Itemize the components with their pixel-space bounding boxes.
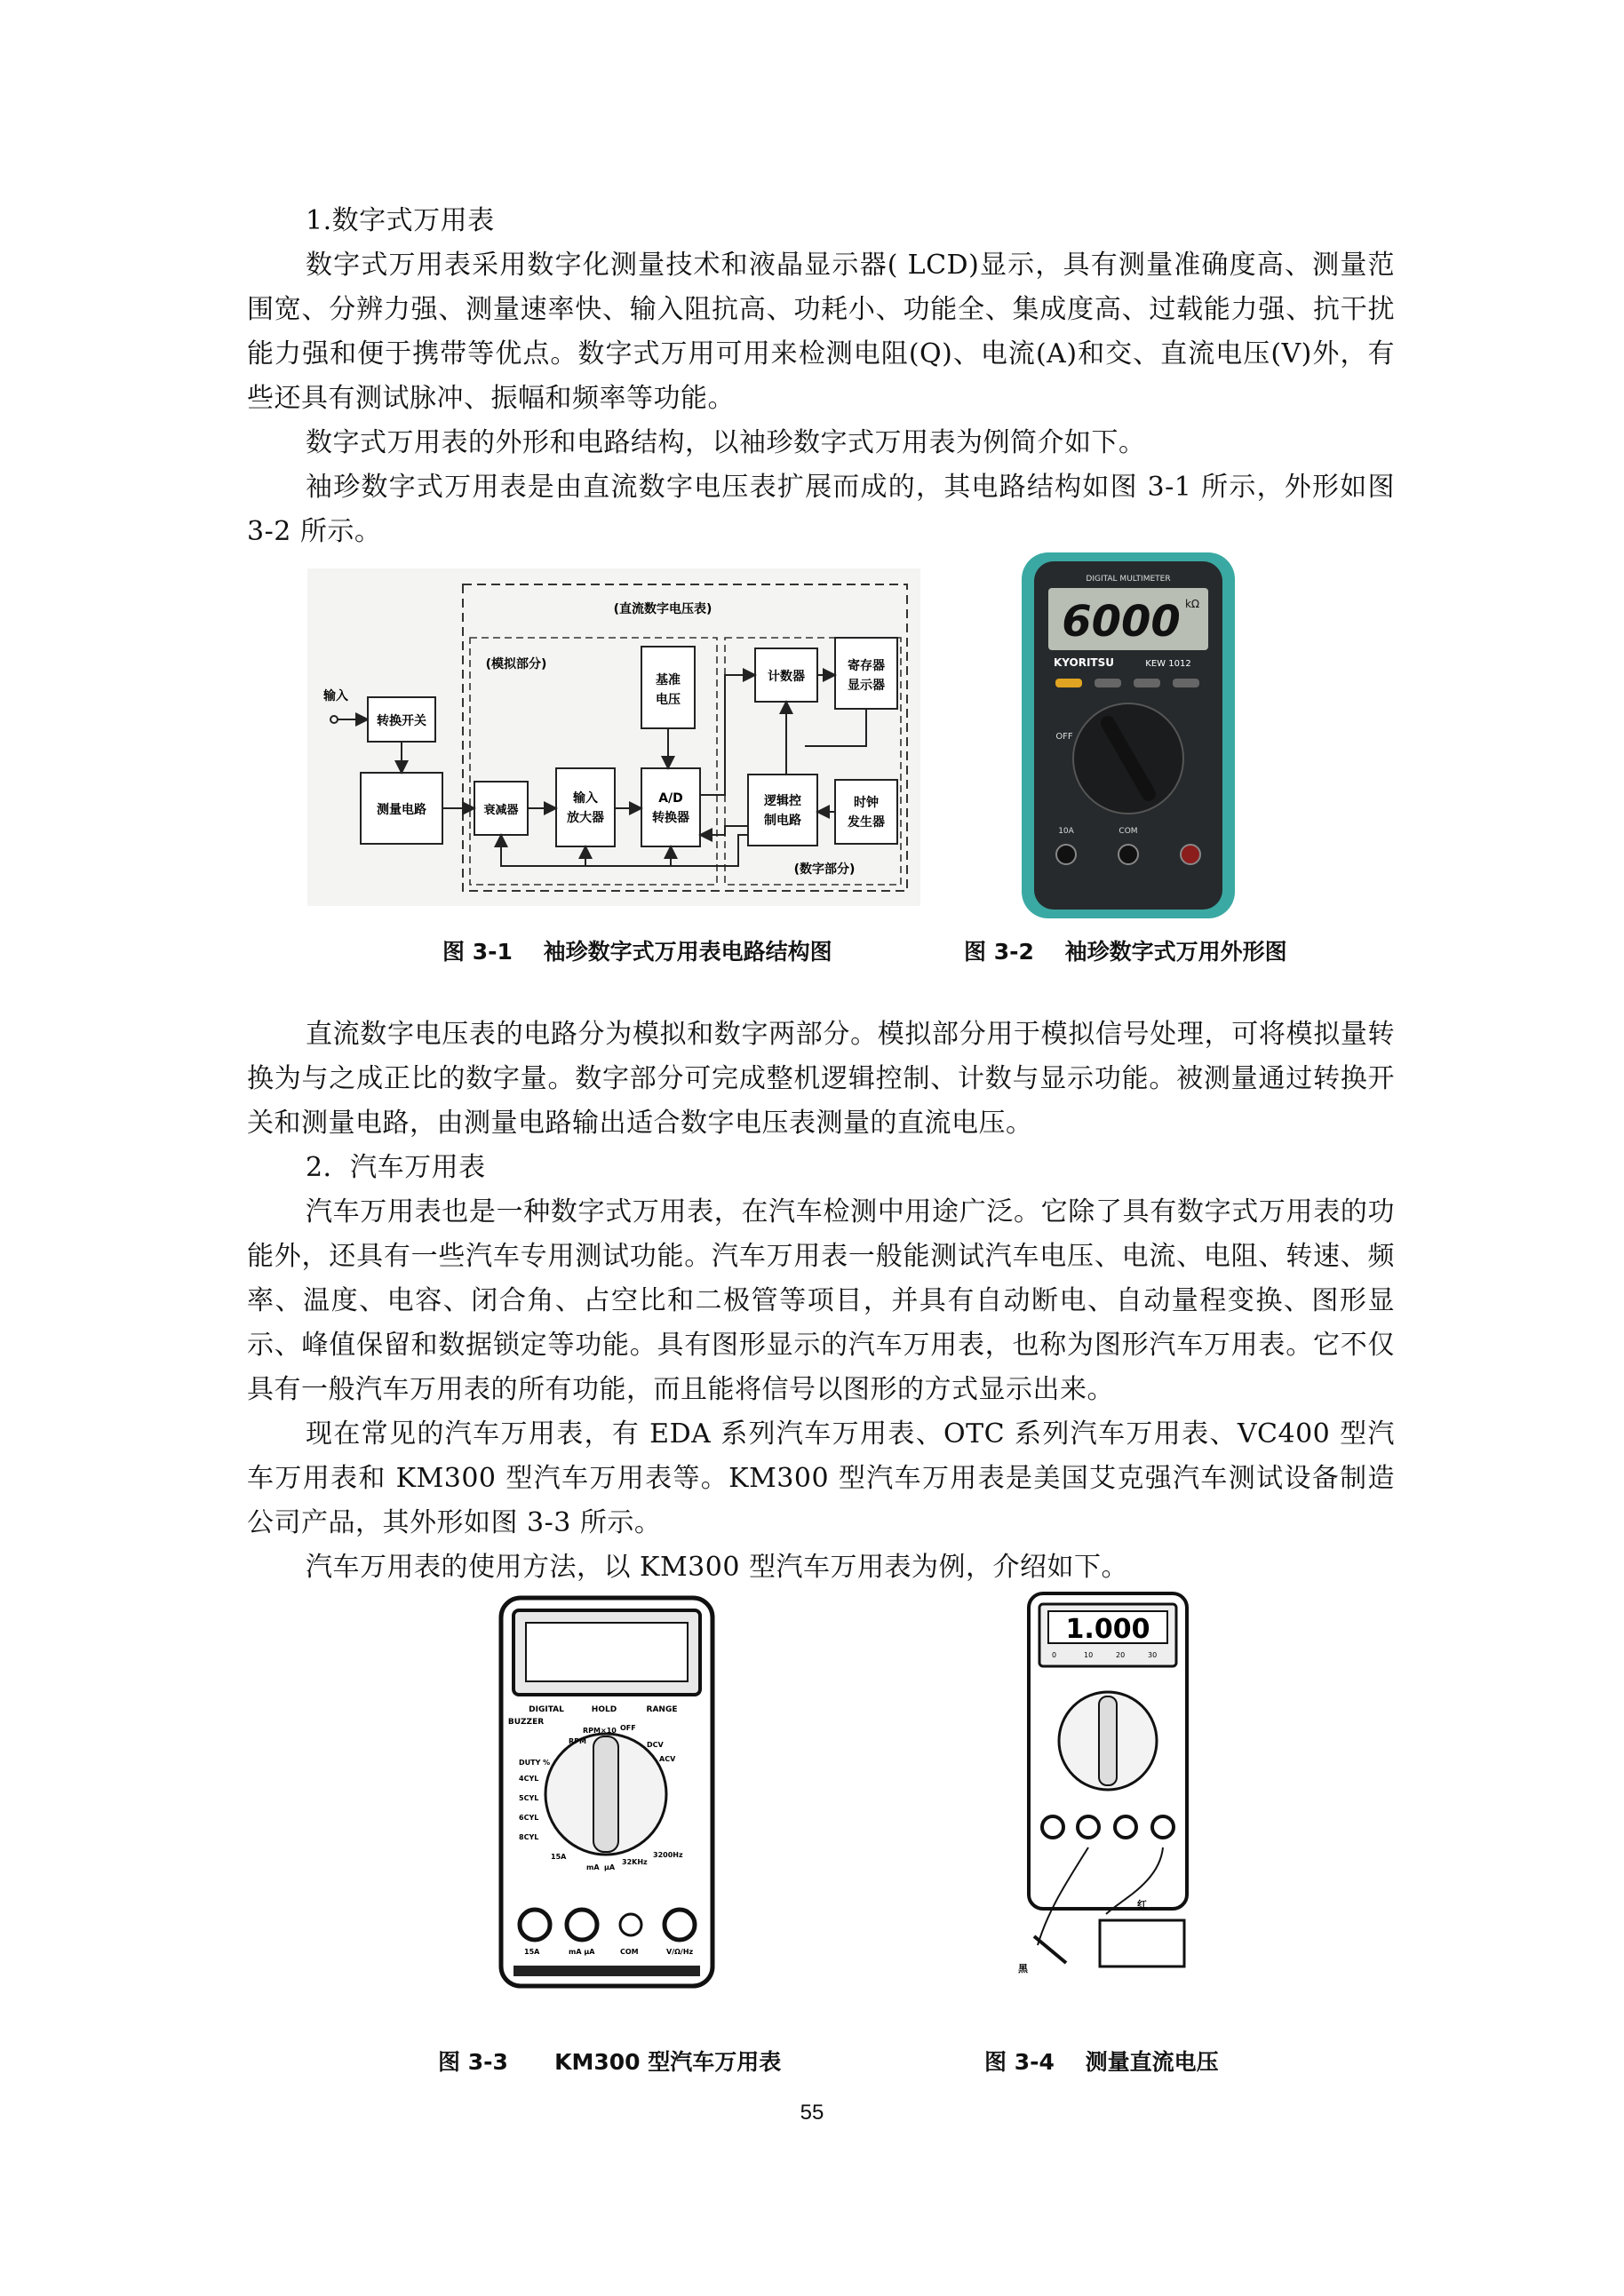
digital-part-label: (数字部分) — [793, 862, 856, 877]
km300-knob — [593, 1736, 618, 1852]
measure-label: 测量电路 — [377, 803, 426, 817]
km300-bottom-strip — [513, 1966, 700, 1976]
svg-text:mA μA: mA μA — [569, 1948, 595, 1956]
logic-label-2: 制电路 — [764, 814, 801, 828]
lcd-reading: 6000 — [1062, 597, 1181, 647]
paragraph-6: 现在常见的汽车万用表，有 EDA 系列汽车万用表、OTC 系列汽车万用表、VC400 型汽车万用表和 KM300 型汽车万用表等。KM300 型汽车万用表是美国艾克强汽车测试设备制造公司产品，其外形如图 3-3 所示。 — [247, 1418, 1395, 1538]
reference-box — [641, 647, 695, 728]
svg-text:15A: 15A — [551, 1853, 567, 1861]
page-number: 55 — [800, 2101, 824, 2125]
counter-label: 计数器 — [768, 670, 805, 684]
svg-text:15A: 15A — [524, 1948, 540, 1956]
svg-text:RPM×10: RPM×10 — [583, 1727, 617, 1735]
jack-v[interactable] — [1181, 845, 1200, 864]
analog-part-label: (模拟部分) — [485, 657, 547, 671]
svg-text:μA: μA — [604, 1863, 616, 1871]
reference-label-1: 基准 — [656, 673, 681, 687]
register-label-2: 显示器 — [848, 679, 885, 693]
paragraph-4: 直流数字电压表的电路分为模拟和数字两部分。模拟部分用于模拟信号处理，可将模拟量转换为与之成正比的数字量。数字部分可完成整机逻辑控制、计数与显示功能。被测量通过转换开关和测量电路，由测量电路输出适合数字电压表测量的直流电压。 — [247, 1019, 1395, 1139]
logic-box — [748, 775, 817, 846]
lcd-unit: kΩ — [1184, 598, 1200, 610]
jack-2[interactable] — [1078, 1816, 1099, 1838]
meter-knob — [1099, 1696, 1117, 1785]
svg-text:4CYL: 4CYL — [519, 1775, 539, 1783]
km300-mode-1: DIGITAL — [529, 1705, 564, 1714]
caption-fig-3-4: 图 3-4 测量直流电压 — [984, 2049, 1219, 2075]
svg-text:DUTY %: DUTY % — [519, 1759, 551, 1767]
km300-buzzer: BUZZER — [507, 1718, 545, 1727]
jack-10a[interactable] — [1056, 845, 1076, 864]
svg-text:5CYL: 5CYL — [519, 1794, 539, 1802]
logic-label-1: 逻辑控 — [764, 794, 801, 808]
km300-lcd — [526, 1623, 688, 1681]
circuit-block-diagram — [307, 568, 920, 906]
clock-box — [835, 780, 897, 844]
svg-text:0: 0 — [1052, 1651, 1057, 1659]
paragraph-5: 汽车万用表也是一种数字式万用表，在汽车检测中用途广泛。它除了具有数字式万用表的功能外，还具有一些汽车专用测试功能。汽车万用表一般能测试汽车电压、电流、电阻、转速、频率、温度、电容、闭合角、占空比和二极管等项目，并具有自动断电、自动量程变换、图形显示、峰值保留和数据锁定等功能。具有图形显示的汽车万用表，也称为图形汽车万用表。它不仅具有一般汽车万用表的所有功能，而且能将信号以图形的方式显示出来。 — [247, 1196, 1395, 1405]
svg-text:8CYL: 8CYL — [519, 1833, 539, 1841]
dc-voltmeter-label: (直流数字电压表) — [613, 602, 712, 616]
svg-text:30: 30 — [1148, 1651, 1158, 1659]
paragraph-1: 数字式万用表采用数字化测量技术和液晶显示器( LCD)显示，具有测量准确度高、测量范围宽、分辨力强、测量速率快、输入阻抗高、功耗小、功能全、集成度高、过载能力强、抗干扰能力强和便于携带等优点。数字式万用可用来检测电阻(Q)、电流(A)和交、直流电压(V)外，有些还具有测试脉冲、振幅和频率等功能。 — [247, 250, 1395, 414]
adc-box — [641, 768, 700, 846]
caption-fig-3-1: 图 3-1 袖珍数字式万用表电路结构图 — [442, 939, 832, 965]
amplifier-label-2: 放大器 — [567, 811, 604, 825]
black-label: 黑 — [1018, 1963, 1028, 1974]
input-label: 输入 — [323, 689, 348, 703]
paragraph-7: 汽车万用表的使用方法，以 KM300 型汽车万用表为例，介绍如下。 — [306, 1552, 1128, 1583]
yellow-button[interactable] — [1055, 679, 1082, 687]
svg-text:32KHz: 32KHz — [622, 1858, 648, 1866]
section-2-heading: 2．汽车万用表 — [306, 1152, 486, 1183]
jack-com-label: COM — [1118, 827, 1138, 836]
km300-jack-com[interactable] — [620, 1914, 641, 1935]
svg-text:ACV: ACV — [659, 1755, 676, 1763]
section-1-heading: 1.数字式万用表 — [306, 205, 495, 236]
dial-off-label: OFF — [1055, 732, 1073, 742]
clock-label-1: 时钟 — [854, 796, 879, 810]
km300-jack-15a[interactable] — [520, 1910, 550, 1940]
register-box — [835, 638, 897, 709]
adc-label-1: A/D — [658, 791, 683, 806]
brand-label: KYORITSU — [1053, 656, 1115, 669]
paragraph-3: 袖珍数字式万用表是由直流数字电压表扩展而成的，其电路结构如图 3-1 所示，外形如图 3-2 所示。 — [247, 472, 1395, 547]
register-label-1: 寄存器 — [848, 659, 885, 673]
meter-reading: 1.000 — [1065, 1614, 1150, 1645]
caption-fig-3-2: 图 3-2 袖珍数字式万用外形图 — [964, 939, 1287, 965]
svg-text:V/Ω/Hz: V/Ω/Hz — [666, 1948, 694, 1956]
svg-text:mA: mA — [586, 1863, 600, 1871]
svg-text:RPM: RPM — [569, 1737, 586, 1745]
svg-text:COM: COM — [620, 1948, 639, 1956]
black-probe — [1034, 1936, 1066, 1963]
attenuator-label: 衰减器 — [483, 804, 519, 817]
svg-text:3200Hz: 3200Hz — [653, 1851, 683, 1859]
button-2[interactable] — [1095, 679, 1121, 687]
svg-text:DCV: DCV — [647, 1741, 664, 1749]
caption-fig-3-3: 图 3-3 KM300 型汽车万用表 — [438, 2049, 782, 2075]
amplifier-box — [556, 768, 615, 846]
button-4[interactable] — [1173, 679, 1199, 687]
button-3[interactable] — [1134, 679, 1160, 687]
kyoritsu-multimeter-photo — [1022, 552, 1235, 918]
svg-text:20: 20 — [1116, 1651, 1126, 1659]
jack-4[interactable] — [1152, 1816, 1174, 1838]
km300-jack-ma[interactable] — [567, 1910, 597, 1940]
km300-jack-v[interactable] — [665, 1910, 695, 1940]
meter-header: DIGITAL MULTIMETER — [1086, 575, 1171, 584]
jack-10a-label: 10A — [1058, 827, 1074, 836]
km300-mode-3: RANGE — [646, 1705, 678, 1714]
jack-3[interactable] — [1115, 1816, 1136, 1838]
model-label: KEW 1012 — [1145, 659, 1191, 669]
svg-text:10: 10 — [1084, 1651, 1094, 1659]
jack-1[interactable] — [1042, 1816, 1063, 1838]
amplifier-label-1: 输入 — [573, 791, 598, 806]
switch-label: 转换开关 — [377, 714, 426, 728]
jack-com[interactable] — [1118, 845, 1138, 864]
adc-label-2: 转换器 — [652, 811, 689, 825]
dc-voltage-measurement-drawing — [1013, 1590, 1199, 1981]
reference-label-2: 电压 — [656, 693, 681, 707]
svg-text:OFF: OFF — [620, 1724, 636, 1732]
paragraph-2: 数字式万用表的外形和电路结构，以袖珍数字式万用表为例简介如下。 — [306, 427, 1146, 458]
red-label: 红 — [1137, 1899, 1147, 1911]
km300-multimeter-drawing — [498, 1594, 716, 1990]
battery — [1100, 1920, 1184, 1966]
km300-mode-2: HOLD — [591, 1705, 617, 1714]
svg-text:6CYL: 6CYL — [519, 1814, 539, 1822]
clock-label-2: 发生器 — [848, 815, 885, 830]
